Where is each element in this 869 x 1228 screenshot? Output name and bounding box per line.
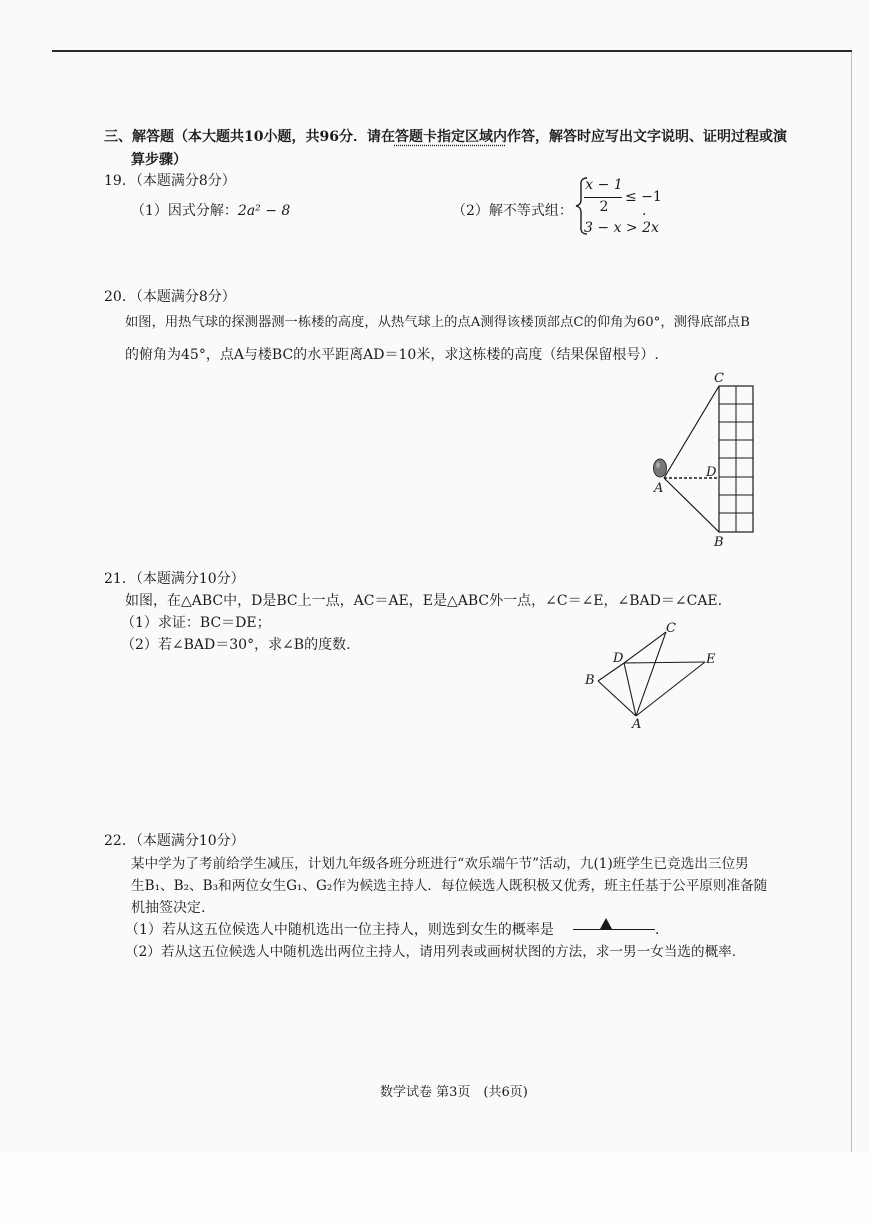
frac-numerator: x − 1 <box>585 177 623 193</box>
label-B: B <box>585 673 595 688</box>
line-AB <box>664 478 719 532</box>
q19-period: . <box>642 203 647 219</box>
q20-title: 20．（本题满分8分） <box>104 289 236 305</box>
label-C: C <box>714 371 724 386</box>
q22-line4: （1）若从这五位候选人中随机选出一位主持人，则选到女生的概率是 <box>125 922 554 938</box>
q21-line1: 如图，在△ABC中，D是BC上一点，AC＝AE，E是△ABC外一点，∠C＝∠E，∠BAD＝∠CAE. <box>125 593 723 609</box>
label-C: C <box>666 621 676 636</box>
label-B: B <box>714 535 724 548</box>
label-A: A <box>632 717 642 732</box>
frac-denominator: 2 <box>599 199 609 215</box>
label-D: D <box>706 465 717 480</box>
section-heading <box>104 128 787 146</box>
label-D: D <box>613 651 624 666</box>
q21-line3: （2）若∠BAD＝30°，求∠B的度数. <box>121 637 351 653</box>
answer-blank <box>573 929 655 930</box>
triangle-icon <box>600 918 612 929</box>
heading-part-b: 作答，解答时应写出文字说明、证明过程或演 <box>506 129 787 145</box>
q21-figure <box>580 620 720 735</box>
q19-p1-expr: 2a² − 8 <box>237 203 291 219</box>
page-bottom-margin <box>0 1152 869 1228</box>
q19-part2-label: （2）解不等式组： <box>452 203 573 219</box>
heading-dotted: 答题卡指定区域内 <box>394 129 507 145</box>
top-rule <box>52 50 852 52</box>
q22-line5: （2）若从这五位候选人中随机选出两位主持人，请用列表或画树状图的方法，求一男一女当选的概率. <box>125 944 737 960</box>
q22-title: 22．（本题满分10分） <box>104 833 245 849</box>
q21-line2: （1）求证：BC＝DE； <box>121 615 271 631</box>
section-heading-cont: 算步骤） <box>131 152 187 168</box>
label-A: A <box>654 481 664 496</box>
q20-line1: 如图，用热气球的探测器测一栋楼的高度，从热气球上的点A测得该楼顶部点C的仰角为60°，测得底部点B <box>125 315 750 330</box>
page-footer: 数学试卷 第3页 (共6页) <box>380 1085 528 1100</box>
q22-line1: 某中学为了考前给学生减压，计划九年级各班分班进行“欢乐端午节”活动，九(1)班学生已竞选出三位男 <box>131 856 749 872</box>
q20-line2: 的俯角为45°，点A与楼BC的水平距离AD＝10米，求这栋楼的高度（结果保留根号）. <box>125 347 659 363</box>
heading-part-a: 三、解答题（本大题共10小题，共96分．请在 <box>104 129 395 145</box>
q22-line2: 生B₁、B₂、B₃和两位女生G₁、G₂作为候选主持人．每位候选人既积极又优秀，班主任基于公平原则准备随 <box>131 878 768 894</box>
ineq1-rest: ≤ −1 <box>625 189 662 205</box>
q19-part1 <box>131 202 290 220</box>
balloon-icon <box>654 459 667 477</box>
q19-p1-label: （1）因式分解： <box>131 203 238 219</box>
q19-title: 19．（本题满分8分） <box>104 173 236 189</box>
ineq2: 3 − x > 2x <box>584 220 659 236</box>
page-edge <box>851 52 852 1152</box>
q22-line3: 机抽签决定. <box>131 900 206 916</box>
label-E: E <box>706 652 716 667</box>
q22-line4-end: . <box>655 922 660 938</box>
q21-title: 21．（本题满分10分） <box>104 571 245 587</box>
q20-figure <box>645 368 765 548</box>
frac-bar <box>584 197 622 198</box>
